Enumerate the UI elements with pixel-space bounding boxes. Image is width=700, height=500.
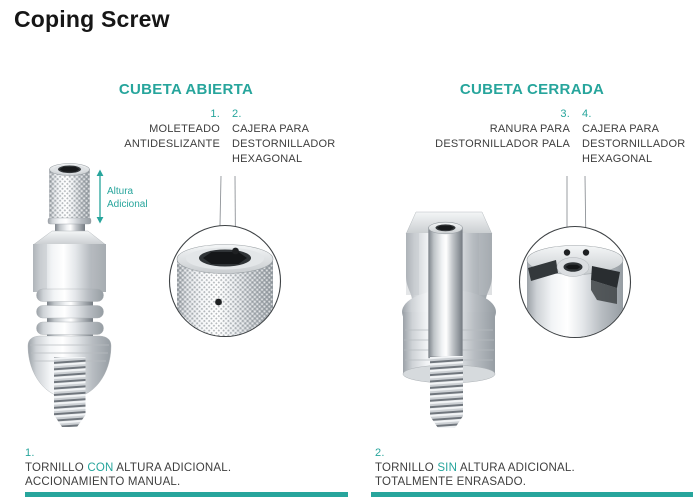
caption-open-tray (25, 447, 231, 489)
callout-3-number: 3. (560, 108, 570, 120)
dimension-label-altura-adicional (107, 185, 148, 211)
caption-closed-tray (375, 447, 575, 489)
caption-open-tray-line1: TORNILLO CON ALTURA ADICIONAL. (25, 462, 232, 474)
section-heading-open-tray: CUBETA ABIERTA (118, 81, 254, 98)
closed-tray-detail-circle (520, 227, 631, 339)
accent-bar-closed-tray (371, 492, 693, 497)
callout-4-line2: DESTORNILLADOR (582, 138, 686, 150)
callout-dot-3 (564, 249, 570, 255)
callout-1-moleteado (80, 107, 220, 152)
callout-4-line3: HEXAGONAL (582, 153, 653, 165)
caption-closed-tray-highlight: SIN (437, 462, 458, 474)
open-tray-screw-illustration (28, 164, 111, 428)
callout-dot-4 (583, 249, 589, 255)
caption-closed-tray-line1: TORNILLO SIN ALTURA ADICIONAL. (375, 462, 575, 474)
callout-4-number: 4. (582, 108, 592, 120)
section-heading-closed-tray: CUBETA CERRADA (459, 81, 605, 98)
callout-1-number: 1. (210, 108, 220, 120)
callout-2-cajera (232, 107, 367, 167)
page-title: Coping Screw (14, 6, 170, 32)
callout-4-line1: CAJERA PARA (582, 123, 660, 135)
height-dimension-arrow (97, 170, 104, 224)
callout-2-line1: CAJERA PARA (232, 123, 310, 135)
accent-bar-open-tray (25, 492, 348, 497)
closed-tray-screw-illustration (402, 212, 496, 428)
caption-closed-tray-line2: TOTALMENTE ENRASADO. (375, 476, 527, 488)
caption-open-tray-highlight: CON (87, 462, 114, 474)
open-tray-detail-circle (170, 226, 281, 338)
callout-3-line2: DESTORNILLADOR PALA (435, 138, 570, 150)
dimension-label-line1: Altura (107, 186, 134, 197)
callout-1-line2: ANTIDESLIZANTE (124, 138, 220, 150)
caption-closed-tray-number: 2. (375, 447, 385, 459)
dimension-label-line2: Adicional (107, 199, 148, 210)
callout-1-line1: MOLETEADO (149, 123, 220, 135)
caption-open-tray-line2: ACCIONAMIENTO MANUAL. (25, 476, 181, 488)
callout-dot-2 (232, 248, 239, 255)
callout-2-line3: HEXAGONAL (232, 153, 303, 165)
callout-3-line1: RANURA PARA (489, 123, 570, 135)
callout-2-line2: DESTORNILLADOR (232, 138, 336, 150)
callout-3-ranura (420, 107, 570, 152)
caption-open-tray-number: 1. (25, 447, 35, 459)
callout-4-cajera (582, 107, 700, 167)
callout-2-number: 2. (232, 108, 242, 120)
callout-dot-1 (215, 299, 222, 306)
